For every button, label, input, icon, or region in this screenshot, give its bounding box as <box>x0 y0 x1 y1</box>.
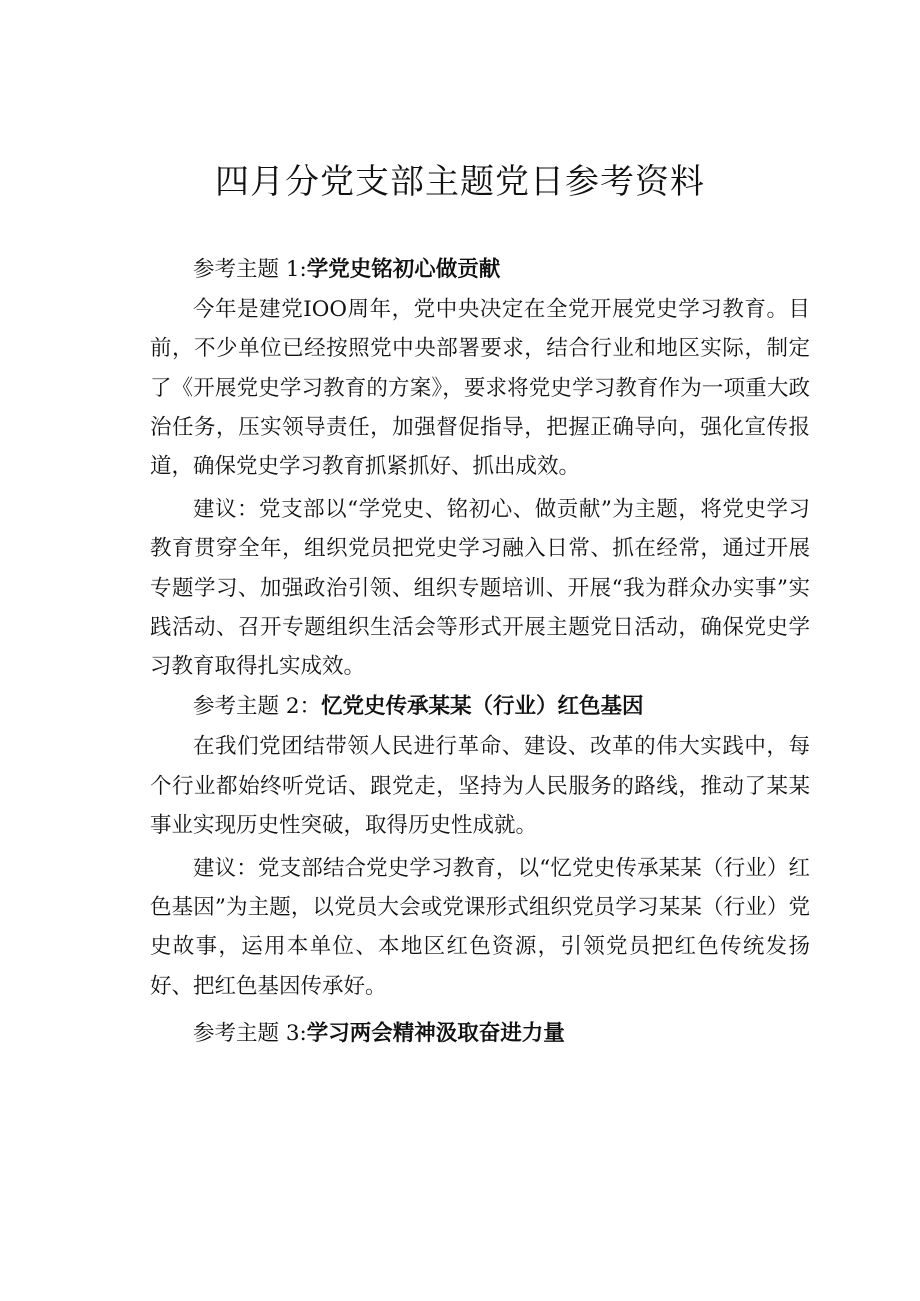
document-body <box>150 250 810 1053</box>
section-heading-3 <box>150 1014 810 1053</box>
section-heading-prefix: 参考主题 2： <box>193 694 322 720</box>
section-heading-text: 学党史铭初心做贡献 <box>306 257 501 282</box>
document-title: 四月分党支部主题党日参考资料 <box>215 162 705 202</box>
section-heading-2 <box>150 687 810 726</box>
paragraph: 建议：党支部以“学党史、铭初心、做贡献”为主题，将党史学习教育贯穿全年，组织党员把党史学习融入日常、抓在经常，通过开展专题学习、加强政治引领、组织专题培训、开展“我为群众办实事”实践活动、召开专题组织生活会等形式开展主题党日活动，确保党史学习教育取得扎实成效。 <box>150 497 810 680</box>
paragraph: 今年是建党IOO周年，党中央决定在全党开展党史学习教育。目前，不少单位已经按照党中央部署要求，结合行业和地区实际，制定了《开展党史学习教育的方案》，要求将党史学习教育作为一项重大政治任务，压实领导责任，加强督促指导，把握正确导向，强化宣传报道，确保党史学习教育抓紧抓好、抓出成效。 <box>150 297 810 480</box>
section-heading-text: 忆党史传承某某（行业）红色基因 <box>321 694 644 720</box>
paragraph: 建议：党支部结合党史学习教育，以“忆党史传承某某（行业）红色基因”为主题，以党员大会或党课形式组织党员学习某某（行业）党史故事，运用本单位、本地区红色资源，引领党员把红色传统发扬好、把红色基因传承好。 <box>150 856 810 999</box>
section-heading-prefix: 参考主题 3: <box>193 1020 307 1046</box>
section-heading-1 <box>150 250 810 289</box>
section-heading-prefix: 参考主题 1: <box>193 257 307 282</box>
paragraph: 在我们党团结带领人民进行革命、建设、改革的伟大实践中，每个行业都始终听党话、跟党走，坚持为人民服务的路线，推动了某某事业实现历史性突破，取得历史性成就。 <box>150 734 810 838</box>
section-heading-text: 学习两会精神汲取奋进力量 <box>306 1020 565 1046</box>
